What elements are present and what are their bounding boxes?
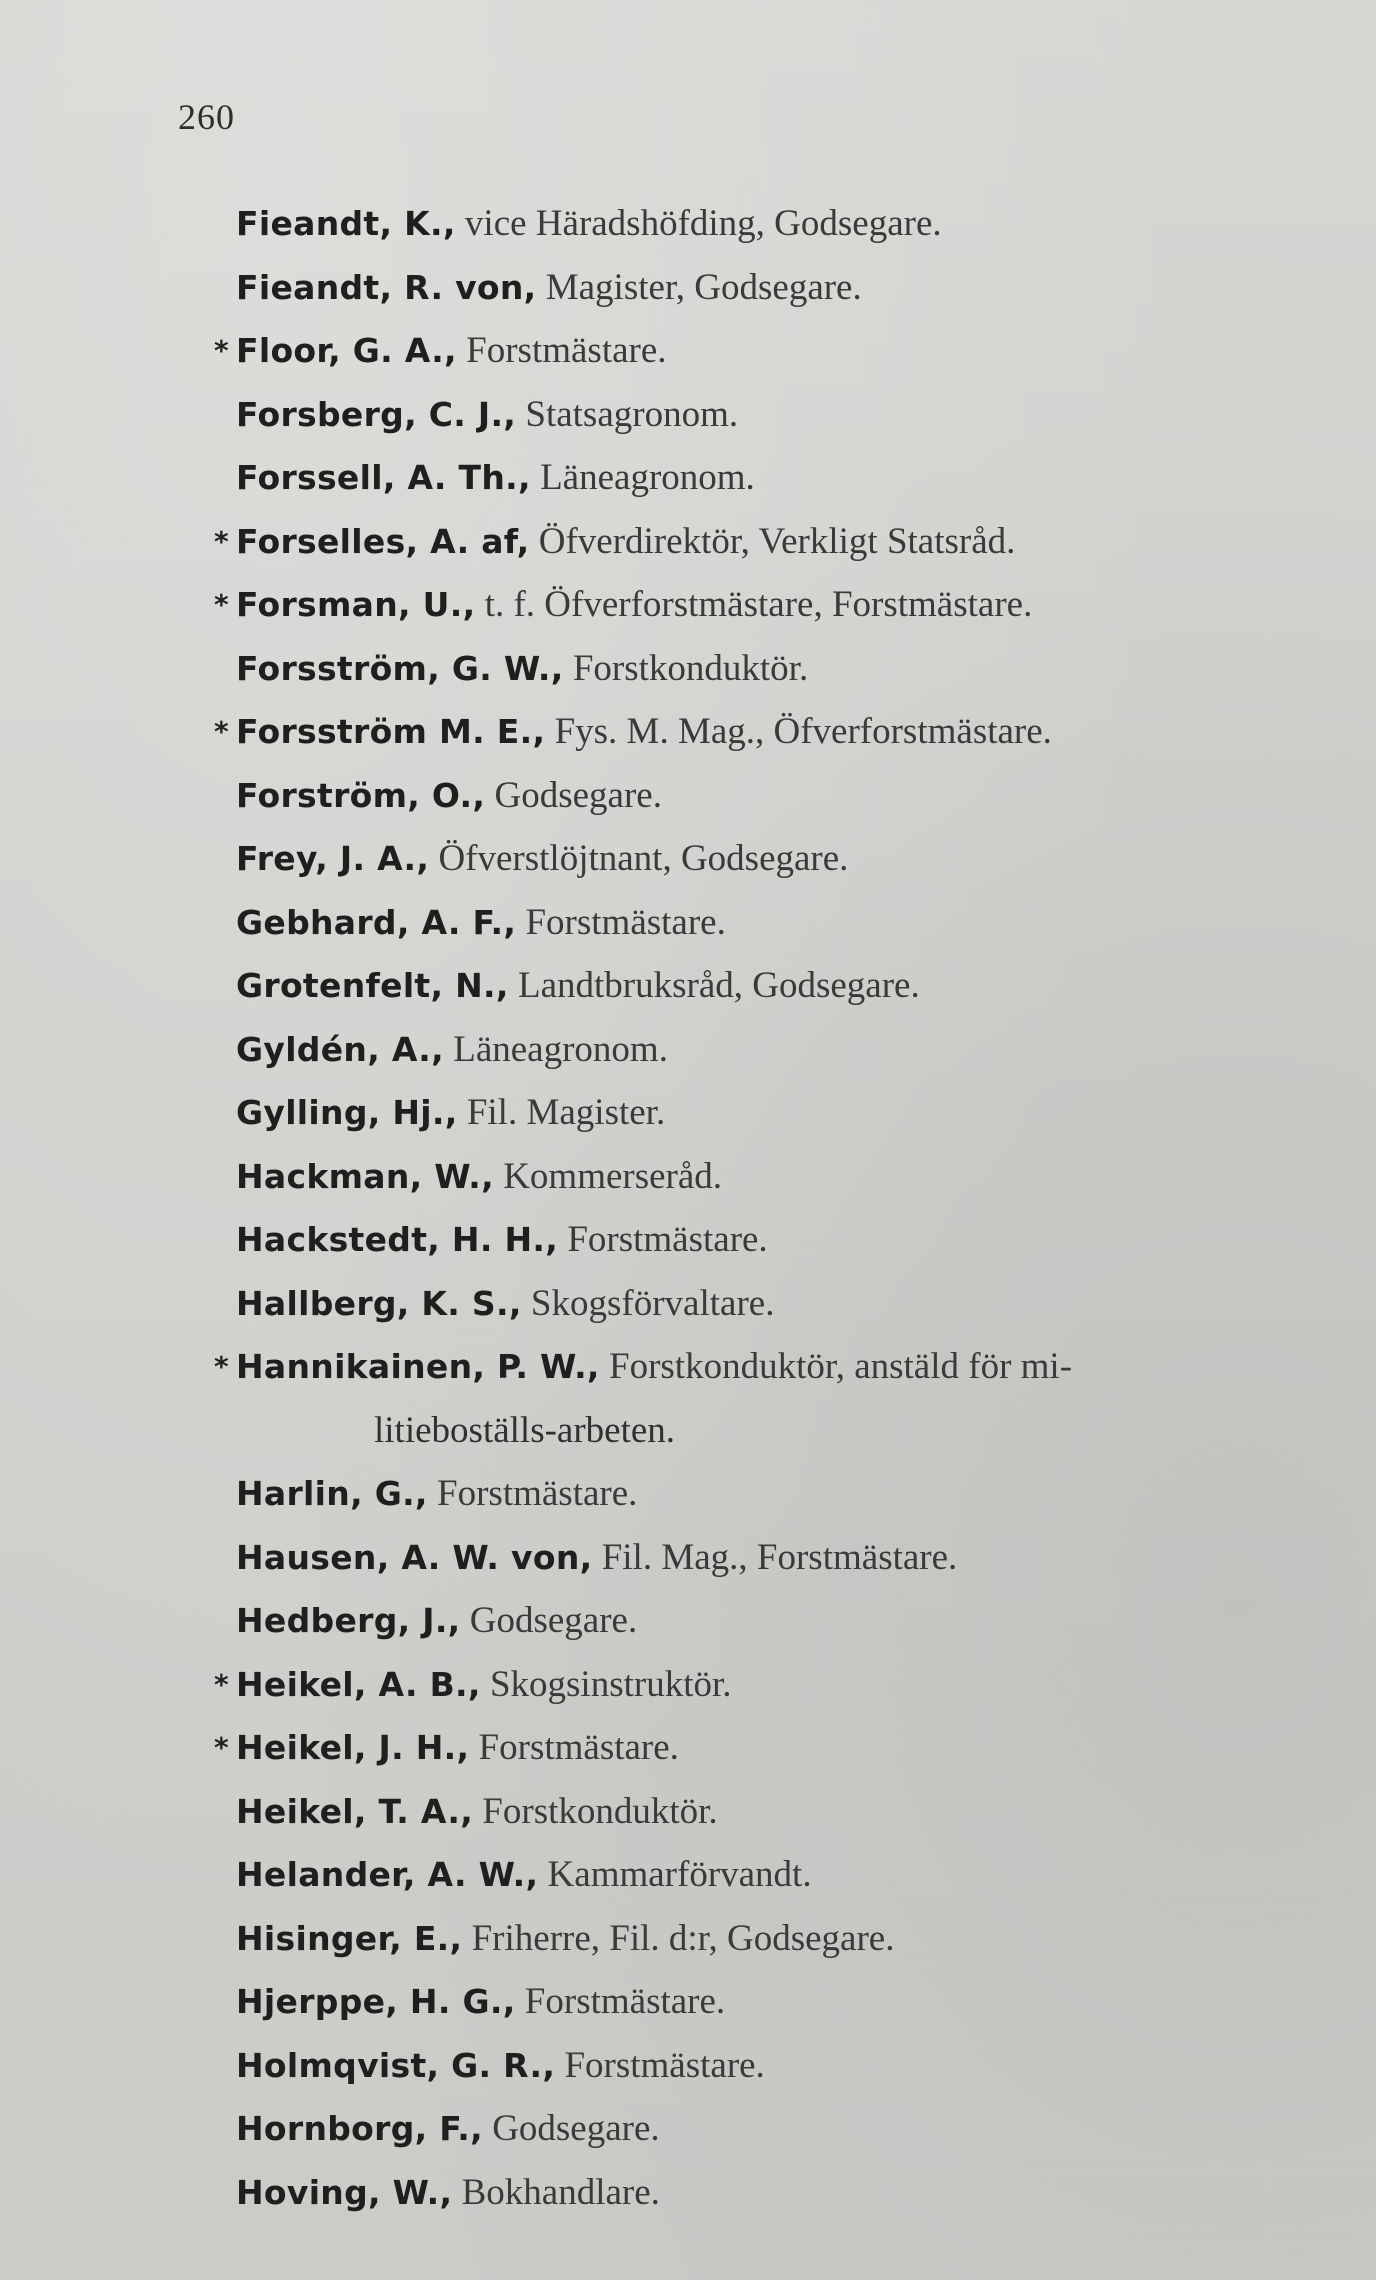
list-item <box>236 446 1296 510</box>
list-item <box>214 510 1296 574</box>
list-item <box>236 1462 1296 1526</box>
asterisk-marker: * <box>214 588 229 621</box>
entry-title: Forstmästare. <box>515 1981 726 2022</box>
asterisk-marker: * <box>214 334 229 367</box>
entry-title: Läneagronom. <box>443 1028 668 1070</box>
list-item <box>236 1970 1296 2034</box>
entry-title: Forstkonduktör. <box>563 647 809 689</box>
entry-title: Statsagronom. <box>516 393 739 435</box>
entry-name: Forselles, A. af, <box>236 521 530 561</box>
entry-title: Öfverdirektör, Verkligt Statsråd. <box>529 520 1016 562</box>
entry-title: Kammarförvandt. <box>538 1854 812 1895</box>
asterisk-marker: * <box>214 715 229 748</box>
entry-title: Forstkonduktör. <box>473 1790 718 1832</box>
entry-name: Gyldén, A., <box>236 1029 444 1069</box>
list-item <box>236 1081 1296 1145</box>
list-item <box>236 1208 1296 1272</box>
list-item <box>236 1780 1296 1844</box>
entry-title: t. f. Öfverforstmästare, Forstmästare. <box>475 584 1033 625</box>
list-item <box>236 256 1296 320</box>
entry-name: Gebhard, A. F., <box>236 902 517 942</box>
list-item <box>236 827 1296 891</box>
list-item <box>214 700 1296 764</box>
entry-name: Forsström, G. W., <box>236 648 564 688</box>
entry-title: Godsegare. <box>485 774 662 816</box>
list-item <box>236 1907 1296 1971</box>
entry-title: Bokhandlare. <box>452 2171 660 2213</box>
list-item <box>214 1653 1296 1717</box>
list-item <box>236 891 1296 955</box>
list-item <box>214 573 1296 637</box>
list-item <box>236 383 1296 447</box>
entry-title: Forstmästare. <box>427 1473 638 1514</box>
entry-title: Forstmästare. <box>516 901 726 943</box>
list-item <box>236 2097 1296 2161</box>
entry-title: Kommerseråd. <box>493 1155 723 1197</box>
entry-title: Skogsförvaltare. <box>521 1282 775 1324</box>
entry-name: Hackstedt, H. H., <box>236 1220 559 1259</box>
entry-name: Holmqvist, G. R., <box>236 2045 556 2085</box>
entry-title: Godsegare. <box>482 2108 660 2149</box>
entry-name: Harlin, G., <box>236 1474 428 1513</box>
list-item <box>236 1843 1296 1907</box>
entry-name: Fieandt, R. von, <box>236 267 537 307</box>
entry-name: Hausen, A. W. von, <box>236 1537 593 1577</box>
entry-continuation: litieboställs-arbeten. <box>374 1409 676 1451</box>
entry-title: Fil. Magister. <box>457 1092 666 1133</box>
list-item <box>236 1018 1296 1082</box>
entry-name: Forsberg, C. J., <box>236 394 517 434</box>
asterisk-marker: * <box>214 1350 229 1383</box>
entry-title: Öfverstlöjtnant, Godsegare. <box>429 838 849 879</box>
list-item <box>236 1589 1296 1653</box>
list-item <box>214 1716 1296 1780</box>
asterisk-marker: * <box>214 1731 229 1764</box>
entry-name: Forsström M. E., <box>236 712 546 751</box>
entry-name: Forsman, U., <box>236 585 476 624</box>
entry-name: Gylling, Hj., <box>236 1093 458 1132</box>
entry-name: Forström, O., <box>236 775 486 815</box>
list-item <box>214 1335 1296 1462</box>
entry-name: Heikel, T. A., <box>236 1791 474 1831</box>
entry-name: Forssell, A. Th., <box>236 458 531 497</box>
entry-name: Heikel, J. H., <box>236 1728 470 1767</box>
entry-name: Hjerppe, H. G., <box>236 1982 516 2021</box>
list-item <box>236 2034 1296 2098</box>
entry-name: Hannikainen, P. W., <box>236 1347 600 1386</box>
entry-name: Grotenfelt, N., <box>236 966 509 1005</box>
entry-name: Hedberg, J., <box>236 1601 461 1640</box>
entry-name: Heikel, A. B., <box>236 1664 481 1704</box>
entry-name: Hallberg, K. S., <box>236 1283 522 1323</box>
page-number: 260 <box>178 97 235 137</box>
member-list <box>214 192 1296 2224</box>
entry-name: Floor, G. A., <box>236 331 457 370</box>
entry-title: Landtbruksråd, Godsegare. <box>508 965 920 1006</box>
list-item <box>236 1526 1296 1590</box>
entry-title: Forstmästare. <box>456 330 667 371</box>
entry-name: Frey, J. A., <box>236 839 430 878</box>
list-item <box>236 2161 1296 2225</box>
entry-name: Hackman, W., <box>236 1156 494 1196</box>
entry-name: Hoving, W., <box>236 2172 453 2212</box>
asterisk-marker: * <box>214 524 229 558</box>
list-item <box>236 1272 1296 1336</box>
entry-title: Forstkonduktör, anstäld för mi- <box>599 1346 1073 1387</box>
entry-title: Fys. M. Mag., Öfverforstmästare. <box>545 711 1052 752</box>
list-item <box>214 319 1296 383</box>
list-item <box>236 764 1296 828</box>
entry-title: Godsegare. <box>460 1600 638 1641</box>
entry-title: Skogsinstruktör. <box>480 1663 732 1705</box>
entry-name: Hisinger, E., <box>236 1918 463 1958</box>
entry-title: Forstmästare. <box>555 2044 765 2086</box>
list-item <box>236 1145 1296 1209</box>
entry-title: Friherre, Fil. d:r, Godsegare. <box>462 1917 895 1959</box>
asterisk-marker: * <box>214 1667 229 1701</box>
entry-title: Forstmästare. <box>469 1727 679 1768</box>
entry-name: Helander, A. W., <box>236 1855 539 1894</box>
entry-name: Hornborg, F., <box>236 2109 483 2148</box>
entry-title: Forstmästare. <box>558 1219 768 1260</box>
entry-title: vice Häradshöfding, Godsegare. <box>455 203 942 244</box>
list-item <box>236 192 1296 256</box>
list-item <box>236 954 1296 1018</box>
entry-name: Fieandt, K., <box>236 204 456 243</box>
entry-title: Läneagronom. <box>530 457 755 498</box>
list-item <box>236 637 1296 701</box>
entry-title: Fil. Mag., Forstmästare. <box>592 1536 958 1578</box>
entry-title: Magister, Godsegare. <box>536 266 862 308</box>
